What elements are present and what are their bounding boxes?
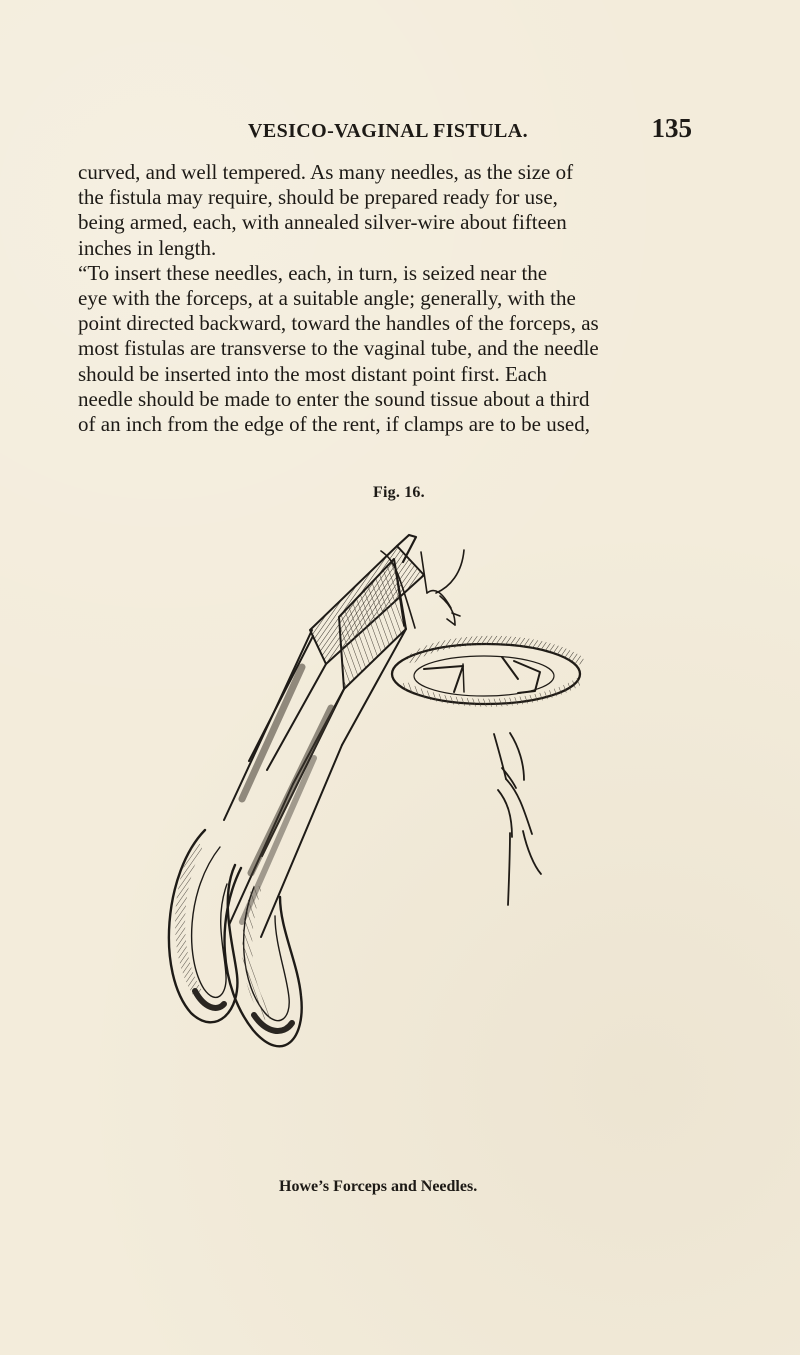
text-line: should be inserted into the most distant point first. Each [78, 361, 547, 386]
body-paragraph [78, 160, 723, 437]
forceps-needles-illustration [130, 518, 690, 1183]
running-title: VESICO-VAGINAL FISTULA. [248, 120, 529, 142]
page-number: 135 [651, 113, 692, 143]
text-line: inches in length. [78, 235, 217, 260]
figure-label: Fig. 16. [373, 484, 425, 501]
needles-icon [381, 550, 580, 905]
forceps-icon [169, 535, 424, 1046]
text-line: curved, and well tempered. As many needles, as the size of [78, 160, 574, 184]
text-line: point directed backward, toward the handles of the forceps, as [78, 311, 599, 336]
figure-caption: Howe’s Forceps and Needles. [279, 1178, 478, 1195]
text-line: eye with the forceps, at a suitable angle; generally, with the [78, 286, 576, 311]
text-line: the fistula may require, should be prepared ready for use, [78, 185, 558, 210]
text-line: being armed, each, with annealed silver-wire about fifteen [78, 210, 567, 235]
text-line: needle should be made to enter the sound tissue about a third [78, 386, 590, 411]
text-line: most fistulas are transverse to the vaginal tube, and the needle [78, 336, 599, 361]
text-line: of an inch from the edge of the rent, if clamps are to be used, [78, 412, 590, 437]
text-line: “To insert these needles, each, in turn, is seized near the [78, 260, 548, 285]
